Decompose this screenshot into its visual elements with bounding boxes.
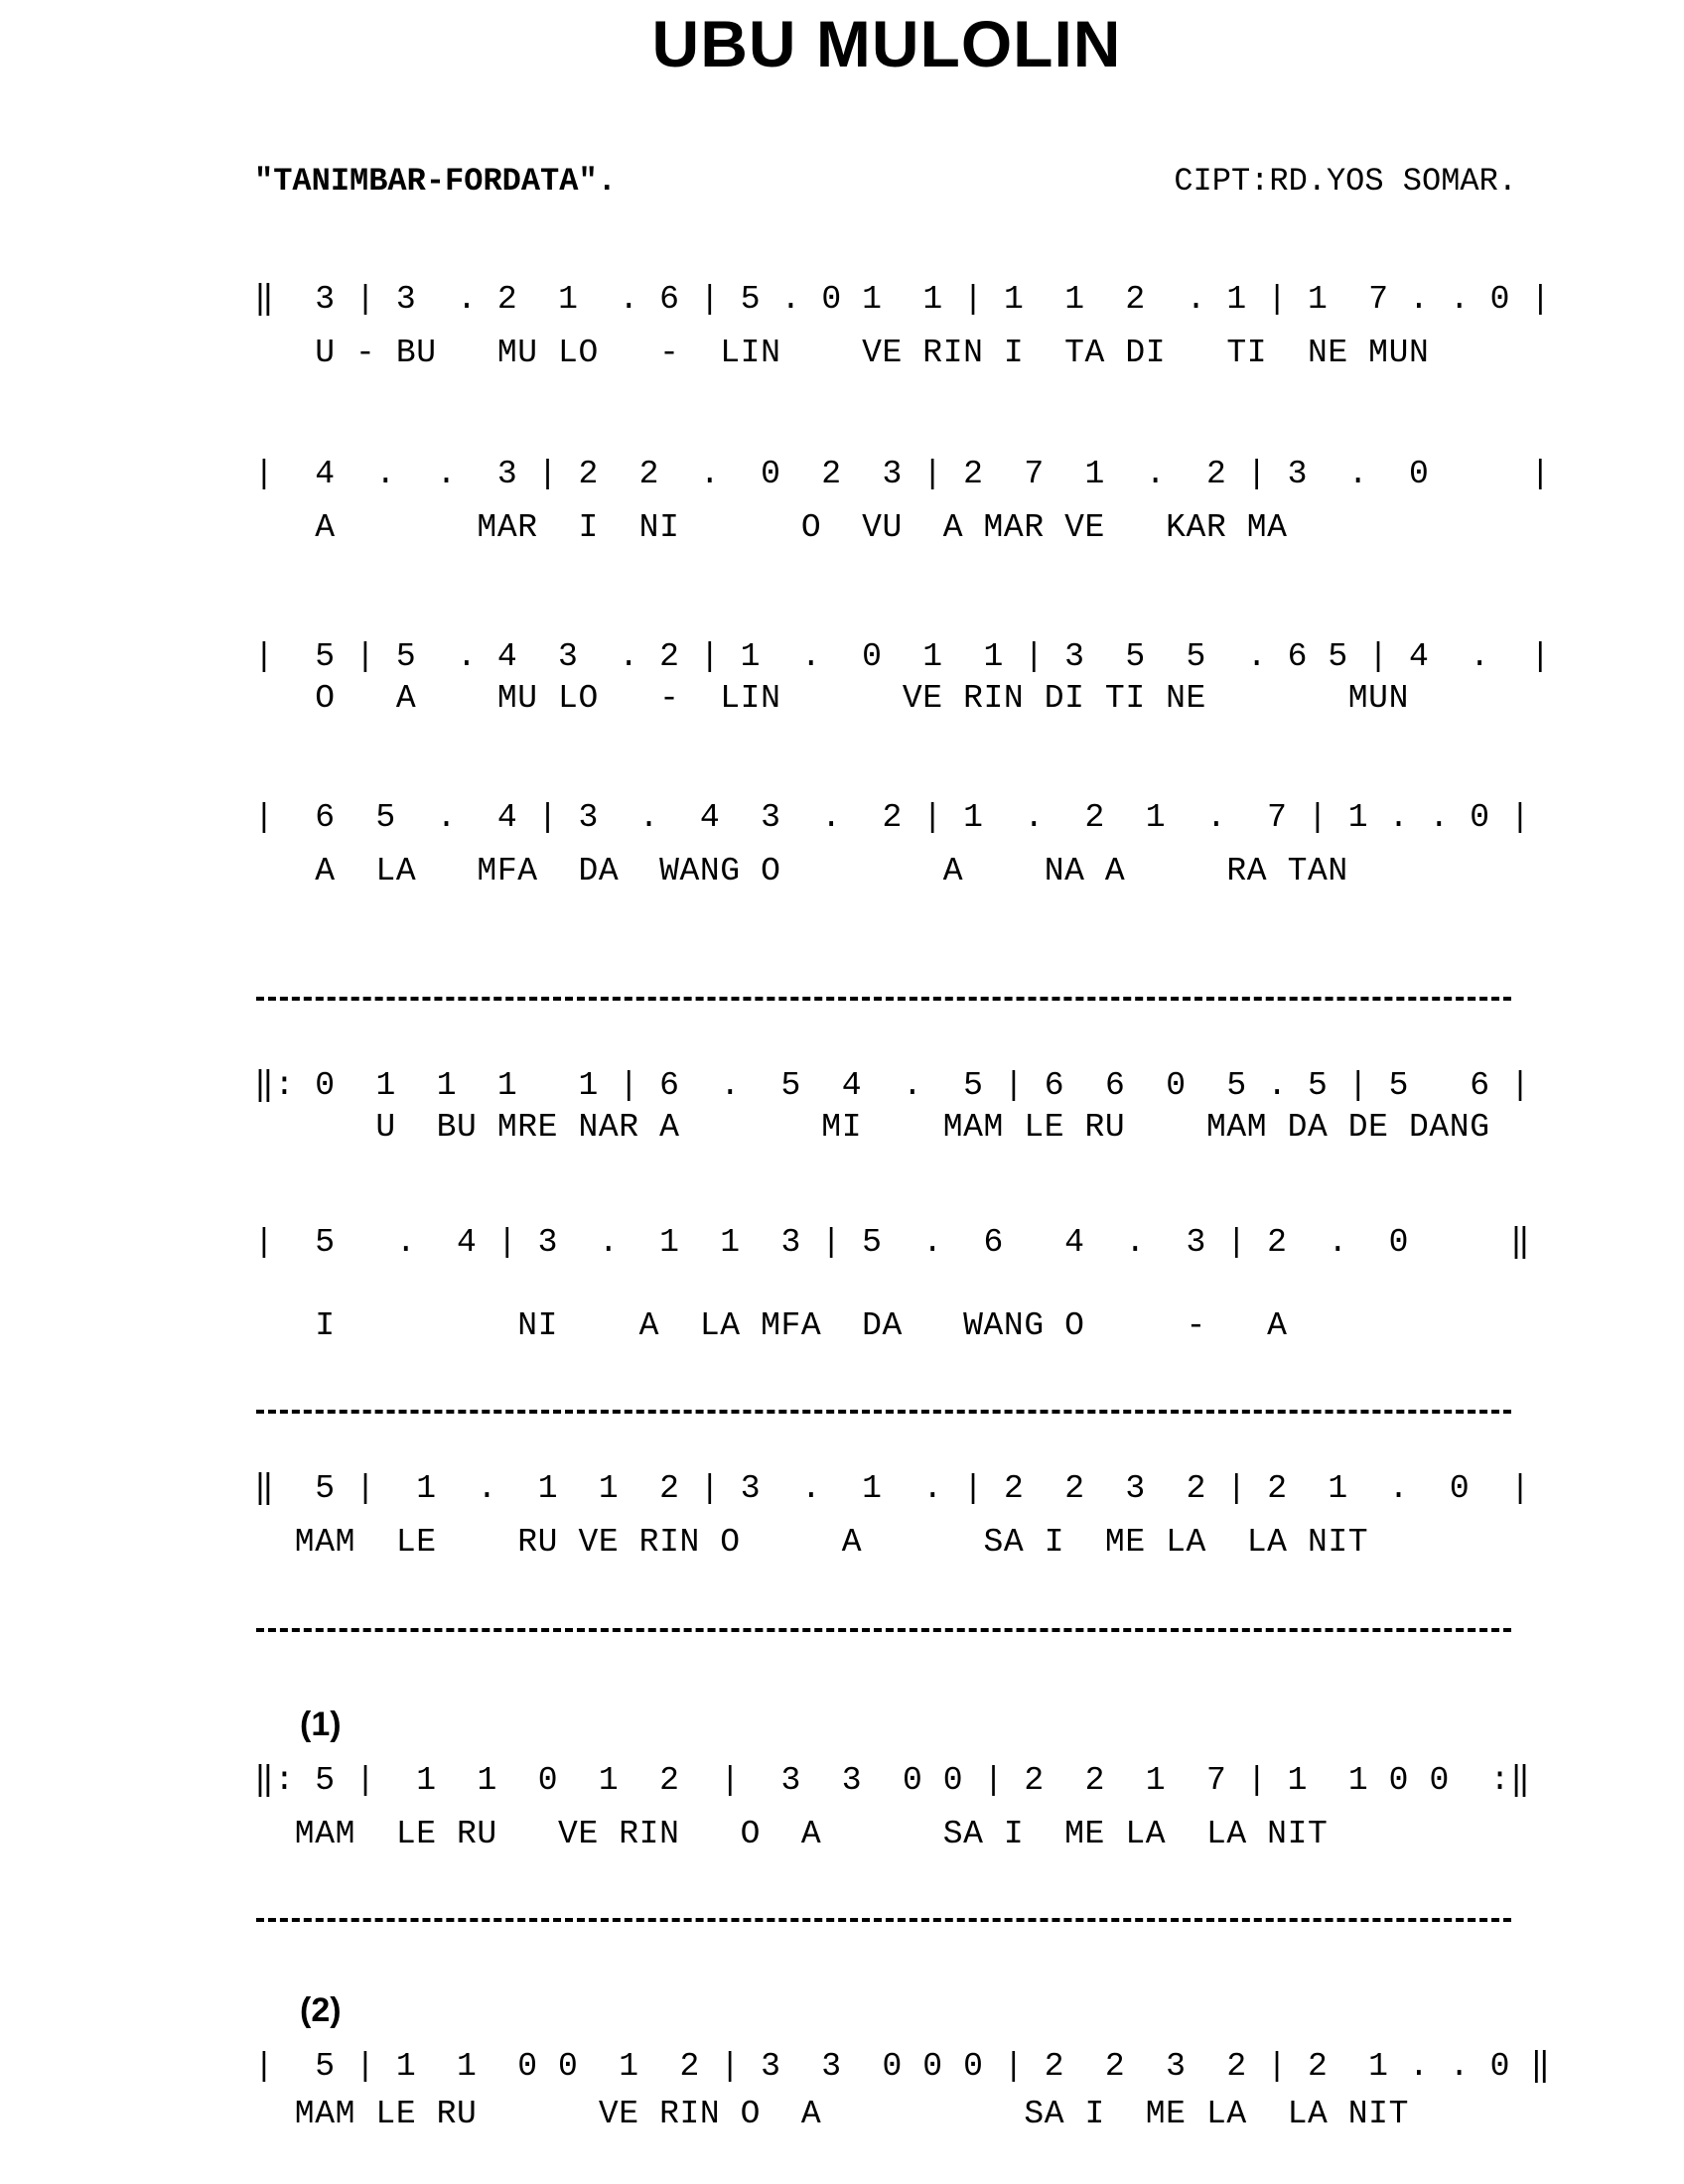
lyric-line: A MAR I NI O VU A MAR VE KAR MA bbox=[254, 509, 1288, 546]
song-origin: "TANIMBAR-FORDATA". bbox=[254, 163, 617, 200]
notation-line: | 4 . . 3 | 2 2 . 0 2 3 | 2 7 1 . 2 | 3 . 0 | bbox=[254, 456, 1551, 492]
notation-line: ‖ 5 | 1 . 1 1 2 | 3 . 1 . | 2 2 3 2 | 2 1 . 0 | bbox=[254, 1470, 1531, 1507]
composer-credit: CIPT:RD.YOS SOMAR. bbox=[1174, 163, 1517, 200]
section-divider bbox=[256, 1628, 1511, 1632]
lyric-line: A LA MFA DA WANG O A NA A RA TAN bbox=[254, 853, 1348, 889]
notation-line: | 5 . 4 | 3 . 1 1 3 | 5 . 6 4 . 3 | 2 . 0 ‖ bbox=[254, 1224, 1531, 1261]
first-ending-label: (1) bbox=[300, 1706, 342, 1743]
lyric-line: MAM LE RU VE RIN O A SA I ME LA LA NIT bbox=[254, 1524, 1369, 1561]
notation-line: | 6 5 . 4 | 3 . 4 3 . 2 | 1 . 2 1 . 7 | 1 . . 0 | bbox=[254, 799, 1531, 836]
notation-line: ‖: 5 | 1 1 0 1 2 | 3 3 0 0 | 2 2 1 7 | 1 1 0 0 :‖ bbox=[254, 1762, 1531, 1799]
second-ending-label: (2) bbox=[300, 1991, 342, 2029]
lyric-line: MAM LE RU VE RIN O A SA I ME LA LA NIT bbox=[254, 1816, 1329, 1852]
lyric-line: O A MU LO - LIN VE RIN DI TI NE MUN bbox=[254, 680, 1409, 717]
notation-line: ‖ 3 | 3 . 2 1 . 6 | 5 . 0 1 1 | 1 1 2 . 1 | 1 7 . . 0 | bbox=[254, 281, 1551, 318]
notation-line: ‖: 0 1 1 1 1 | 6 . 5 4 . 5 | 6 6 0 5 . 5 | 5 6 | bbox=[254, 1067, 1531, 1104]
lyric-line: I NI A LA MFA DA WANG O - A bbox=[254, 1307, 1288, 1344]
lyric-line: U BU MRE NAR A MI MAM LE RU MAM DA DE DANG bbox=[254, 1109, 1490, 1146]
song-title: UBU MULOLIN bbox=[651, 7, 1122, 80]
section-divider bbox=[256, 1918, 1511, 1922]
lyric-line: U - BU MU LO - LIN VE RIN I TA DI TI NE MUN bbox=[254, 335, 1430, 371]
lyric-line: MAM LE RU VE RIN O A SA I ME LA LA NIT bbox=[254, 2096, 1409, 2132]
notation-line: | 5 | 5 . 4 3 . 2 | 1 . 0 1 1 | 3 5 5 . 6 5 | 4 . | bbox=[254, 638, 1551, 675]
notation-line: | 5 | 1 1 0 0 1 2 | 3 3 0 0 0 | 2 2 3 2 | 2 1 . . 0 ‖ bbox=[254, 2048, 1551, 2085]
section-divider bbox=[256, 997, 1511, 1001]
section-divider bbox=[256, 1410, 1511, 1414]
